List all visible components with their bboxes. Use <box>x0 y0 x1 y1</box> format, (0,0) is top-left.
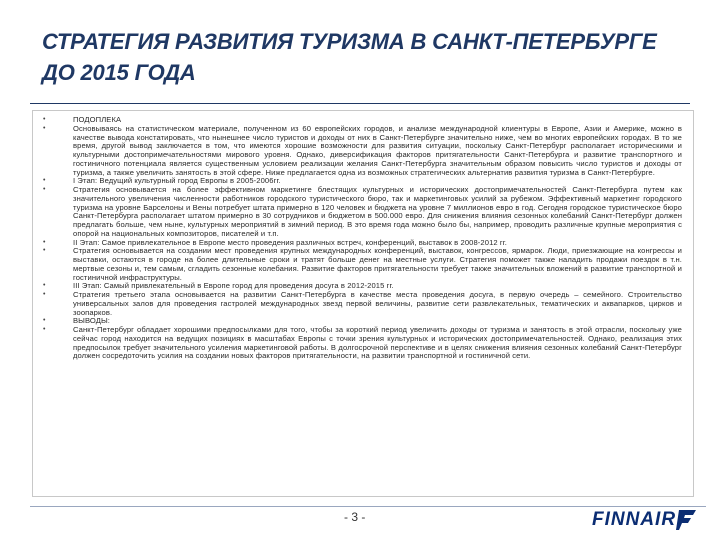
list-item-text: Стратегия третьего этапа основывается на развитии Санкт-Петербурга в качестве места проведения досуга, в первую очередь – семейного. Строительство универсальных залов для проведения гастролей международных звезд первой величины, развитие сети развлекательных, тематических и аквапарков, цирков и зоопарков. <box>73 290 682 317</box>
list-item-text: II Этап: Самое привлекательное в Европе место проведения различных встреч, конференций, выставок в 2008-2012 гг. <box>73 237 507 247</box>
list-item <box>42 326 682 361</box>
list-item <box>42 125 682 178</box>
bullet-list <box>42 116 682 361</box>
bullet-icon: • <box>43 247 46 255</box>
bullet-icon: • <box>43 291 46 298</box>
bullet-icon: • <box>43 186 46 193</box>
list-item-text: I Этап: Ведущий культурный город Европы в 2005-2006гг. <box>73 176 281 186</box>
bullet-icon: • <box>43 124 46 132</box>
finnair-f-icon <box>676 508 698 532</box>
page-number: - 3 - <box>344 510 366 524</box>
bullet-icon: • <box>43 282 46 290</box>
list-item-text: Стратегия основывается на более эффективном маркетинге блестящих культурных и исторических достопримечательностей Санкт-Петербурга путем как значительного увеличения численности работников городского туристического бюро, так и маркетинговых усилий за рубежом. Эффективный маркетинг городского туризма на уровне Барселоны и Вены потребует штата примерно в 120 человек и бюджета на уровне 7 миллионов евро в год. Сегодня городское туристическое бюро Санкт-Петербурга располагает штатом примерно в 30 сотрудников и бюджетом в 500.000 евро. Для снижения влияния сезонных колебаний Санкт-Петербург должен предлагать больше, чем ныне, культурных мероприятий в зимний период. В это время года можно было бы, например, проводить различные крупные мероприятия с опорой на национальных композиторов, писателей и т.п. <box>73 185 682 238</box>
list-item-text: Стратегия основывается на создании мест проведения крупных международных конференций, выставок, конгрессов, ярмарок. Люди, приезжающие на конгрессы и выставки, остаются в городе на более длительные сроки и тратят больше денег на местные услуги. Стратегия поможет также наладить продажи поездок в т.н. мертвые сезоны и, тем самым, сгладить сезонные колебания. Развитие факторов притягательности требует также значительных вложений в развитие транспортной и гостиничной инфраструктуры. <box>73 246 682 282</box>
finnair-logo <box>592 508 700 532</box>
list-item <box>42 186 682 239</box>
bullet-icon: • <box>43 238 46 246</box>
footer-divider <box>30 506 706 507</box>
list-item <box>42 247 682 282</box>
list-item-text: ПОДОПЛЕКА <box>73 115 122 124</box>
list-item-text: ВЫВОДЫ: <box>73 316 111 326</box>
list-item <box>42 291 682 317</box>
list-item-text: Санкт-Петербург обладает хорошими предпосылками для того, чтобы за короткий период увеличить доходы от туризма и занятость в этой отрасли, поскольку уже сейчас город находится на ведущих позициях в масштабах Европы с точки зрения культурных и исторических достопримечательностей. Однако, реализация этих предпосылок требует значительного усиления маркетинговой работы. В долгосрочной перспективе и в целях снижения влияния сезонных колебаний Санкт-Петербург должен сосредоточить усилия на создании новых факторов притягательности, на развитии транспортной и гостиничной сети. <box>73 325 682 361</box>
logo-text: FINNAIR <box>592 509 677 530</box>
bullet-icon: • <box>43 317 46 325</box>
bullet-icon: • <box>43 177 46 185</box>
list-item-text: III Этап: Самый привлекательный в Европе город для проведения досуга в 2012-2015 гг. <box>73 281 394 291</box>
bullet-icon: • <box>43 116 46 123</box>
title-divider <box>30 103 690 104</box>
bullet-icon: • <box>43 326 46 333</box>
slide-title: СТРАТЕГИЯ РАЗВИТИЯ ТУРИЗМА В САНКТ-ПЕТЕРБУРГЕ ДО 2015 ГОДА <box>42 29 657 85</box>
list-item-text: Основываясь на статистическом материале, полученном из 60 европейских городов, и анализе международной клиентуры в Европе, Азии и Америке, можно в качестве вывода констатировать, что нынешнее число туристов и доходы от них в Санкт-Петербурге значительно ниже, чем во многих европейских городах. В то же время, другой вывод заключается в том, что имеются хорошие возможности для развития ситуации, поскольку Санкт-Петербург располагает историческими и культурными достопримечательностями мирового уровня. Однако, диверсификация факторов притягательности Санкт-Петербурга и развитие транспортного и гостиничного потенциала является существенным условием реализации желания Санкт-Петербурга значительным образом повысить число туристов и доходы от туризма, а также увеличить занятость в этой сфере. Ниже предлагается одна из возможных стратегических альтернатив развития туризма в Санкт-Петербурге. <box>73 123 682 177</box>
